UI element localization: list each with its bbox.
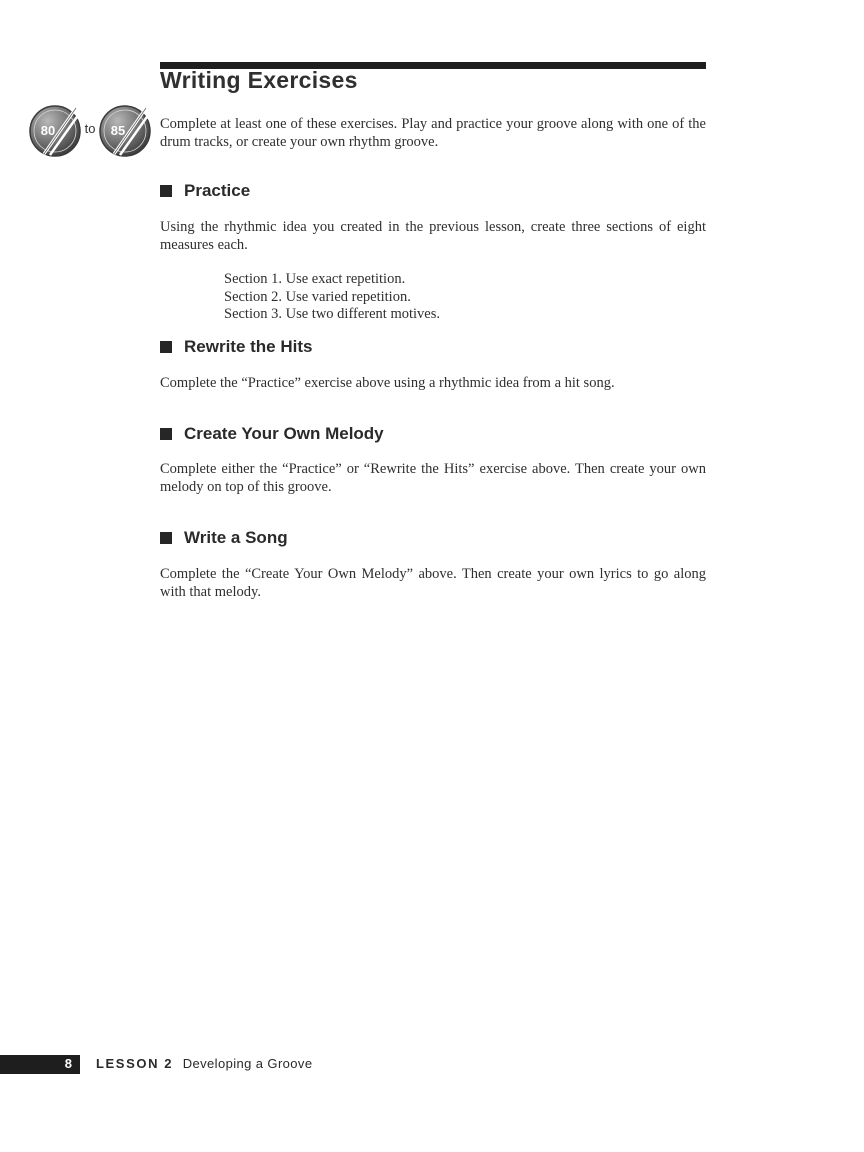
- practice-section-list: [224, 271, 440, 324]
- section-title: Create Your Own Melody: [184, 424, 384, 443]
- track-start-number: 80: [40, 123, 56, 138]
- section-title: Rewrite the Hits: [184, 337, 313, 356]
- section-body-create-your-own-melody: Complete either the “Practice” or “Rewrite the Hits” exercise above. Then create your own melody on top of this groove.: [160, 461, 706, 495]
- lesson-title: Developing a Groove: [182, 1056, 313, 1071]
- section-body-write-a-song: Complete the “Create Your Own Melody” above. Then create your own lyrics to go along with that melody.: [160, 566, 706, 600]
- square-bullet-icon: [160, 185, 172, 197]
- audio-track-badge-start: [28, 104, 82, 158]
- square-bullet-icon: [160, 428, 172, 440]
- section-heading-write-a-song: [160, 528, 288, 548]
- audio-track-badges: [28, 104, 153, 160]
- intro-paragraph: Complete at least one of these exercises. Play and practice your groove along with one of the drum tracks, or create your own rhythm groove.: [160, 116, 706, 150]
- list-item: Section 2. Use varied repetition.: [224, 288, 411, 305]
- square-bullet-icon: [160, 532, 172, 544]
- section-body-practice: Using the rhythmic idea you created in the previous lesson, create three sections of eight measures each.: [160, 219, 706, 253]
- page-number: 8: [64, 1056, 72, 1071]
- section-heading-rewrite-the-hits: [160, 337, 312, 357]
- list-item: Section 1. Use exact repetition.: [224, 271, 406, 287]
- list-item: Section 3. Use two different motives.: [224, 306, 440, 322]
- square-bullet-icon: [160, 341, 172, 353]
- section-body-rewrite-the-hits: Complete the “Practice” exercise above using a rhythmic idea from a hit song.: [160, 375, 615, 391]
- section-heading-practice: [160, 181, 250, 201]
- page-title: Writing Exercises: [160, 67, 358, 93]
- drumstick-cd-icon: [98, 104, 152, 158]
- section-heading-create-your-own-melody: [160, 424, 384, 444]
- track-range-connector: to: [84, 121, 96, 136]
- audio-track-badge-end: [98, 104, 152, 158]
- page-number-bar: [0, 1055, 80, 1074]
- lesson-label: LESSON 2: [96, 1056, 174, 1071]
- track-end-number: 85: [110, 123, 126, 138]
- drumstick-cd-icon: [28, 104, 82, 158]
- running-footer: [96, 1056, 312, 1071]
- section-title: Practice: [184, 181, 251, 200]
- section-title: Write a Song: [184, 528, 288, 547]
